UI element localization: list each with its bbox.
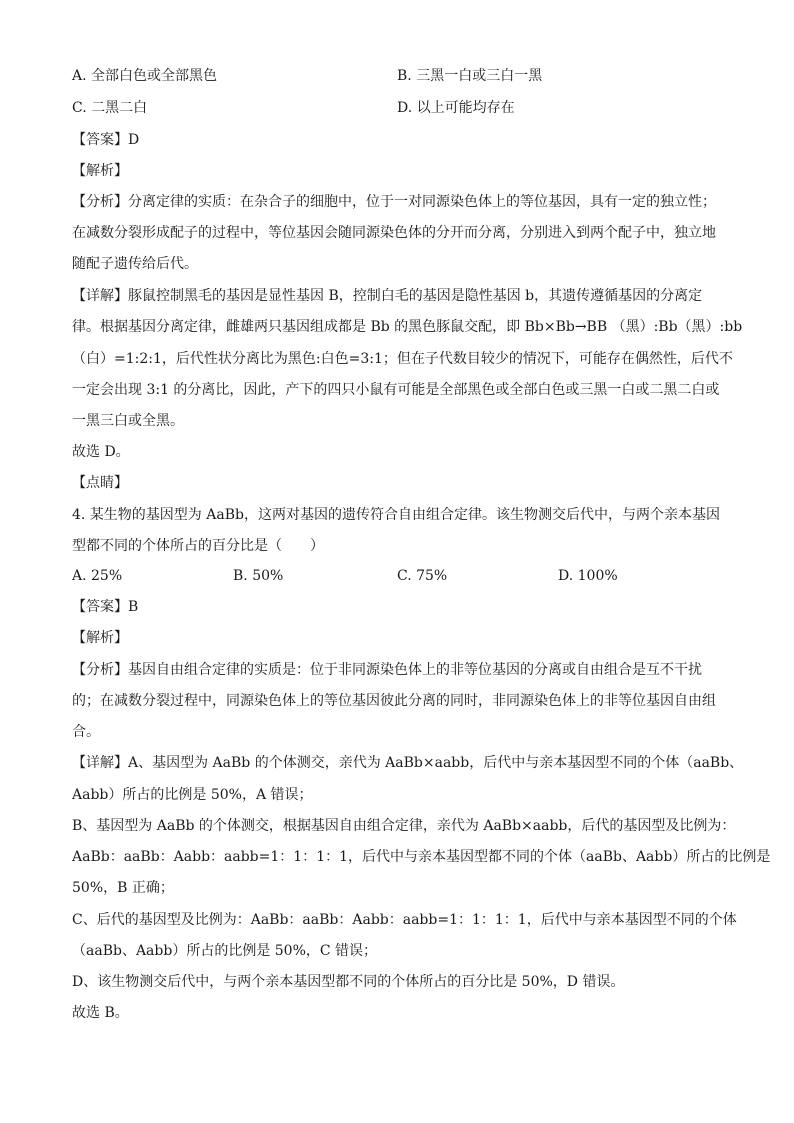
q3-fenxi-line: 在减数分裂形成配子的过程中，等位基因会随同源染色体的分开而分离，分别进入到两个配子中，独立地 — [72, 225, 716, 241]
q3-option-b: B. 三黑一白或三白一黑 — [397, 68, 543, 84]
q3-dianjing-heading: 【点睛】 — [72, 475, 128, 491]
q4-conclusion: 故选 B。 — [72, 1005, 129, 1021]
q3-fenxi-line: 【分析】分离定律的实质：在杂合子的细胞中，位于一对同源染色体上的等位基因，具有一定的独立性； — [72, 194, 716, 210]
q3-conclusion: 故选 D。 — [72, 444, 130, 460]
q3-xiangjie-line: 一定会出现 3:1 的分离比，因此，产下的四只小鼠有可能是全部黑色或全部白色或三黑一白或二黑二白或 — [72, 382, 720, 398]
q4-stem-line: 4. 某生物的基因型为 AaBb，这两对基因的遗传符合自由组合定律。该生物测交后代中，与两个亲本基因 — [72, 507, 720, 523]
q4-xiangjie-line: 【详解】A、基因型为 AaBb 的个体测交，亲代为 AaBb×aabb，后代中与亲本基因型不同的个体（aaBb、 — [72, 755, 744, 771]
q4-option-d: D. 100% — [558, 568, 618, 584]
q3-xiangjie-line: 【详解】豚鼠控制黑毛的基因是显性基因 B，控制白毛的基因是隐性基因 b，其遗传遵循基因的分离定 — [72, 288, 703, 304]
q4-xiangjie-line: D、该生物测交后代中，与两个亲本基因型都不同的个体所占的百分比是 50%，D 错误。 — [72, 974, 625, 990]
q4-fenxi-line: 【分析】基因自由组合定律的实质是：位于非同源染色体上的非等位基因的分离或自由组合是互不干扰 — [72, 662, 702, 678]
q4-xiangjie-line: 50%，B 正确； — [72, 880, 174, 896]
q3-xiangjie-line: 一黑三白或全黑。 — [72, 413, 184, 429]
q4-answer: 【答案】B — [72, 599, 139, 615]
q4-xiangjie-line: AaBb：aaBb：Aabb：aabb=1：1：1：1，后代中与亲本基因型都不同的个体（aaBb、Aabb）所占的比例是 — [72, 849, 771, 865]
q4-xiangjie-line: Aabb）所占的比例是 50%，A 错误； — [72, 787, 313, 803]
q4-jiexi-heading: 【解析】 — [72, 630, 128, 646]
q4-fenxi-line: 合。 — [72, 724, 100, 740]
q4-option-b: B. 50% — [233, 568, 284, 584]
q3-fenxi-line: 随配子遗传给后代。 — [72, 256, 198, 272]
q3-answer: 【答案】D — [72, 132, 140, 148]
q4-xiangjie-line: B、基因型为 AaBb 的个体测交，根据基因自由组合定律，亲代为 AaBb×aabb，后代的基因型及比例为： — [72, 818, 736, 834]
q3-xiangjie-line: 律。根据基因分离定律，雌雄两只基因组成都是 Bb 的黑色豚鼠交配，即 Bb×Bb→BB （黑）:Bb（黑）:bb — [72, 319, 743, 335]
q3-jiexi-heading: 【解析】 — [72, 163, 128, 179]
q4-option-c: C. 75% — [397, 568, 448, 584]
q4-xiangjie-line: （aaBb、Aabb）所占的比例是 50%，C 错误； — [72, 943, 378, 959]
q4-stem-line: 型都不同的个体所占的百分比是（ ） — [72, 538, 324, 554]
q4-fenxi-line: 的；在减数分裂过程中，同源染色体上的等位基因彼此分离的同时，非同源染色体上的非等位基因自由组 — [72, 693, 716, 709]
q4-xiangjie-line: C、后代的基因型及比例为：AaBb：aaBb：Aabb：aabb=1：1：1：1，后代中与亲本基因型不同的个体 — [72, 912, 737, 928]
q3-option-d: D. 以上可能均存在 — [397, 100, 515, 116]
q4-option-a: A. 25% — [72, 568, 123, 584]
q3-option-c: C. 二黑二白 — [72, 100, 148, 116]
q3-xiangjie-line: （白）=1:2:1，后代性状分离比为黑色:白色=3:1；但在子代数目较少的情况下，可能存在偶然性，后代不 — [72, 351, 733, 367]
q3-option-a: A. 全部白色或全部黑色 — [72, 68, 218, 84]
